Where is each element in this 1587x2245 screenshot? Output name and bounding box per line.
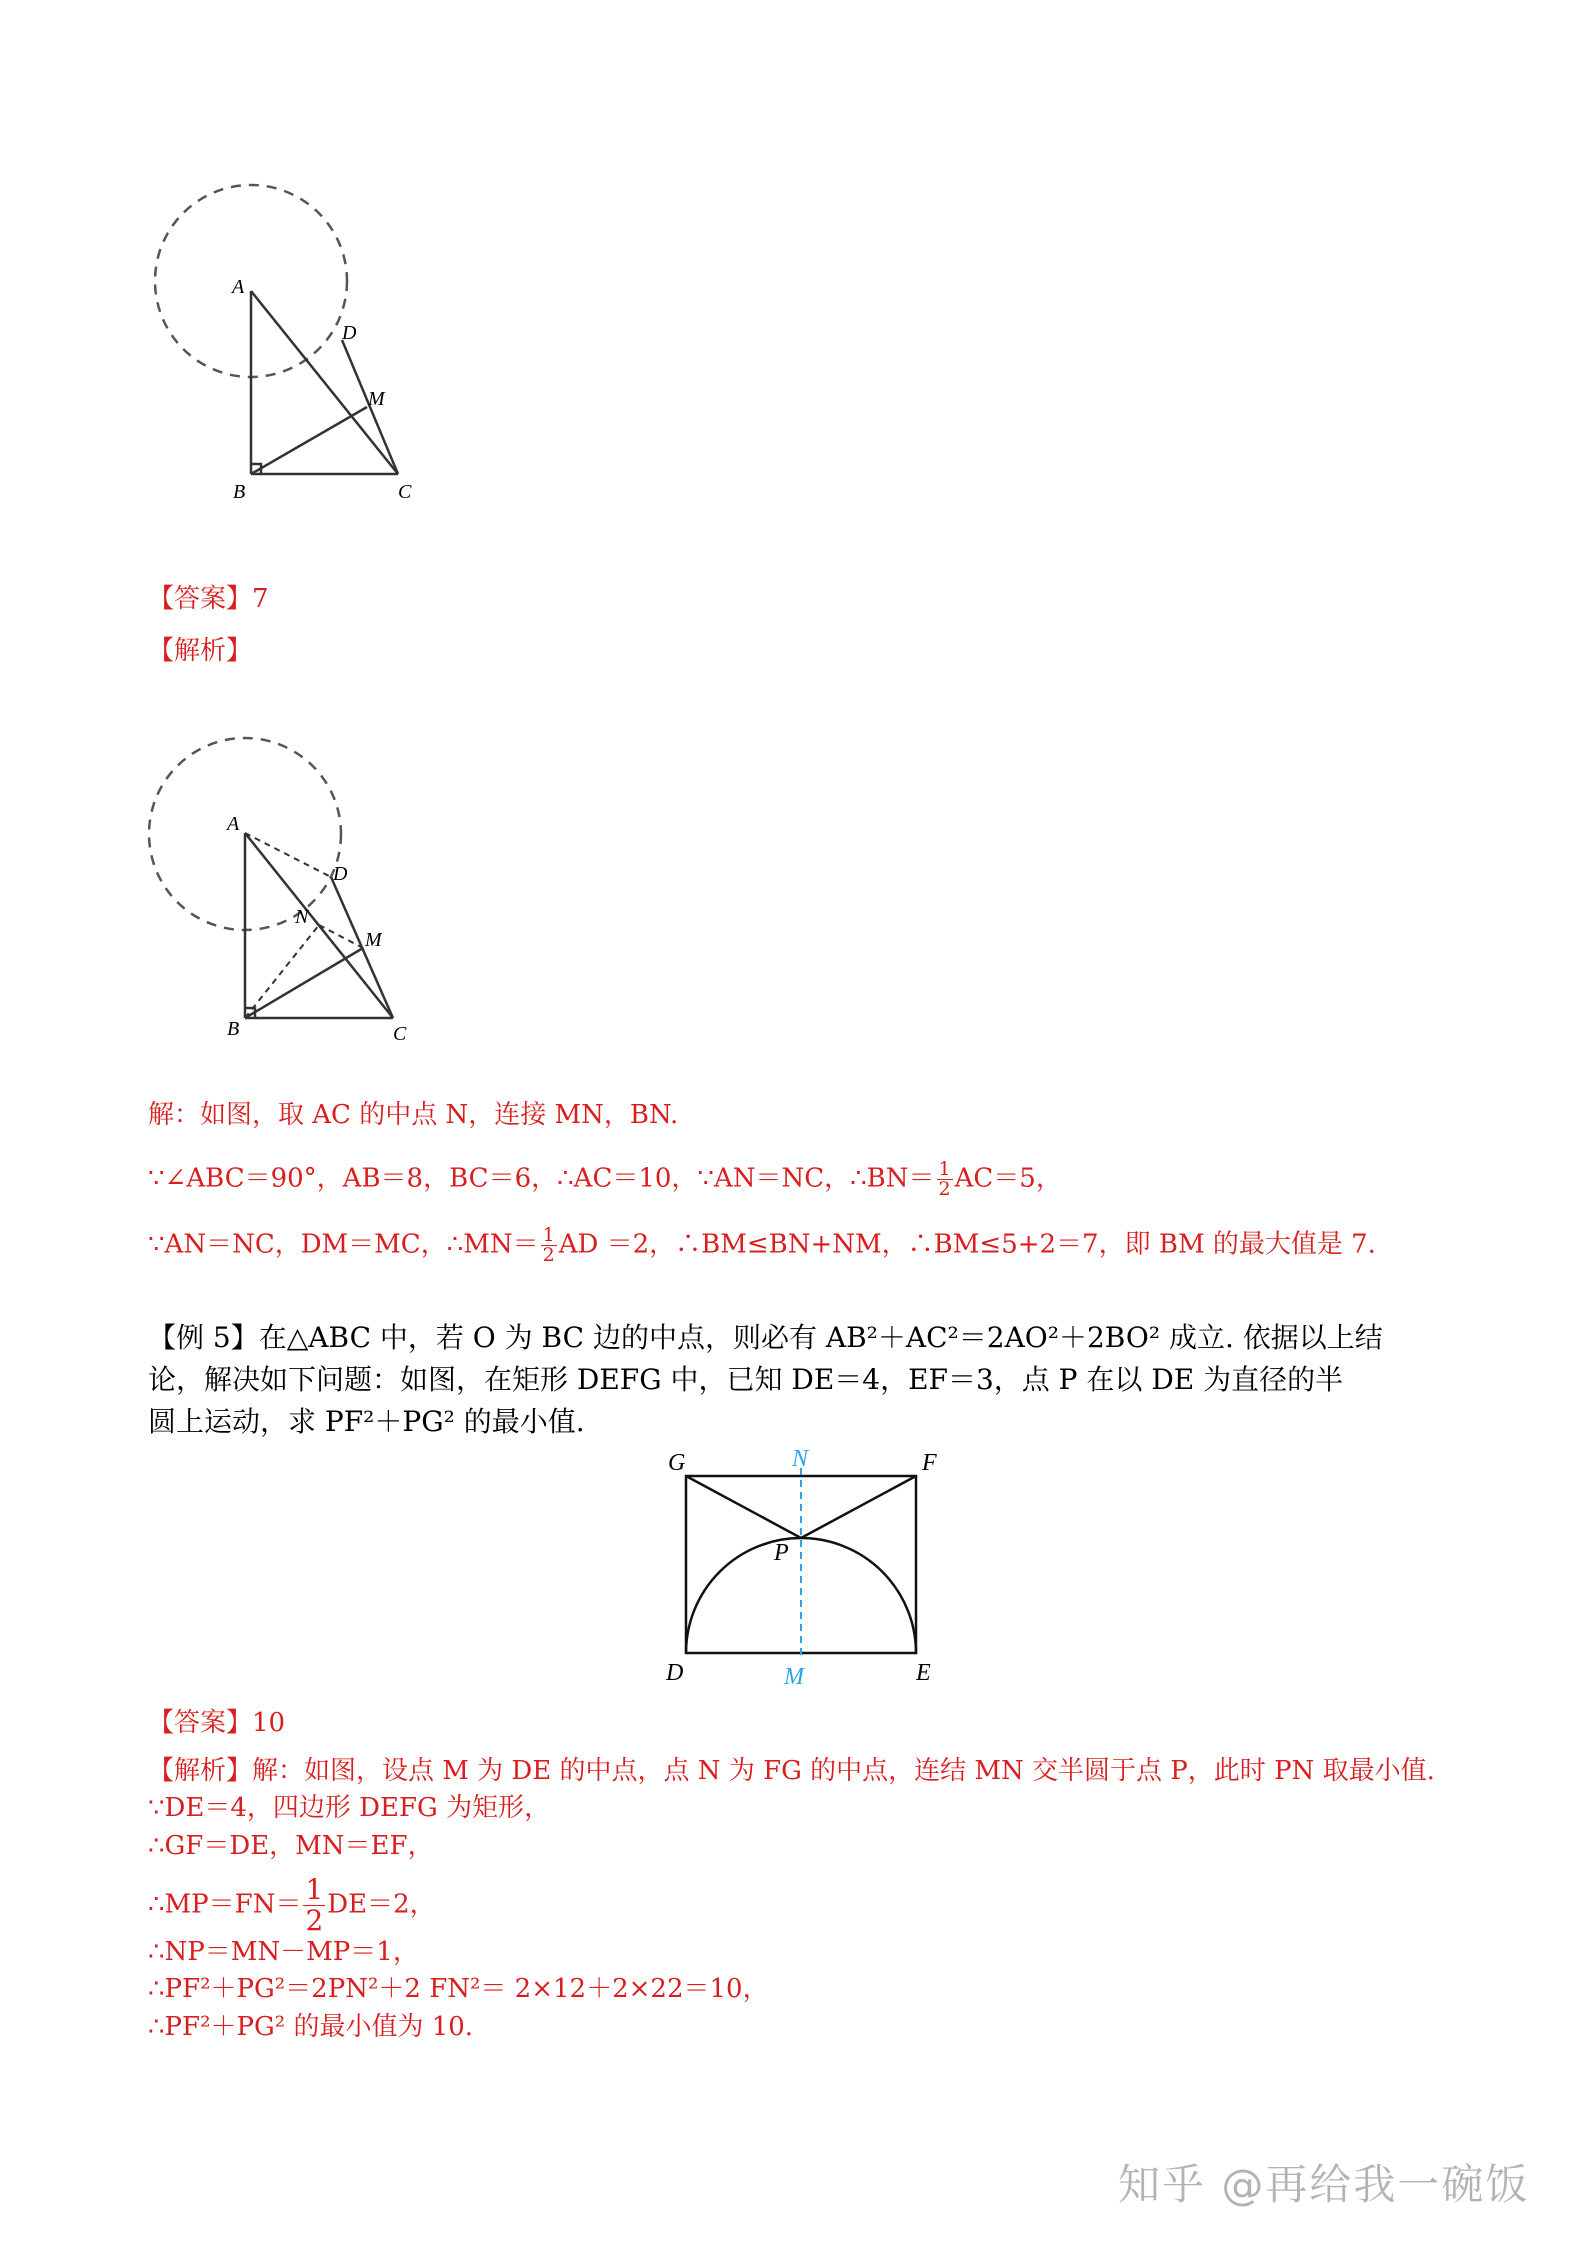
solution-2-line-7: ∴PF²＋PG² 的最小值为 10. <box>148 2012 474 2042</box>
solution-2-line-3: ∴GF＝DE，MN＝EF， <box>148 1831 434 1861</box>
label-P: P <box>774 1540 789 1566</box>
label-D: D <box>666 1660 684 1686</box>
label-F: F <box>922 1450 937 1476</box>
analysis-1-label: 【解析】 <box>148 636 253 666</box>
figure-2-triangle-circle-midpoint <box>135 730 455 1060</box>
label-N: N <box>792 1448 809 1472</box>
fraction-half: $\frac{1}{2}$ <box>542 1224 555 1266</box>
solution-2-line-1: 【解析】解：如图，设点 M 为 DE 的中点，点 N 为 FG 的中点，连结 MN 交半圆于点 P，此时 PN 取最小值. <box>148 1756 1435 1786</box>
label-A: A <box>232 276 245 298</box>
label-C: C <box>398 481 412 503</box>
solution-2-line-4: ∴MP＝FN＝ $\frac{1}{2}$ DE＝2， <box>148 1873 436 1937</box>
label-B: B <box>233 481 246 503</box>
figure-1-triangle-circle <box>140 180 460 520</box>
figure-3-rectangle-semicircle <box>648 1448 958 1688</box>
label-E: E <box>916 1660 931 1686</box>
label-N: N <box>295 906 309 928</box>
label-M: M <box>784 1664 804 1688</box>
watermark: 知乎 @再给我一碗饭 <box>1118 2160 1530 2209</box>
solution-1-line-2: ∵∠ABC＝90°，AB＝8，BC＝6，∴AC＝10，∵AN＝NC，∴BN＝ $\frac{1}{2}$ AC＝5， <box>148 1158 1062 1200</box>
answer-1: 【答案】7 <box>148 584 269 614</box>
label-B: B <box>227 1018 240 1040</box>
label-M: M <box>365 929 382 951</box>
solution-1-line-3: ∵AN＝NC，DM＝MC，∴MN＝ $\frac{1}{2}$ AD ＝2，∴BM≤BN+NM，∴BM≤5+2＝7，即 BM 的最大值是 7. <box>148 1224 1376 1266</box>
example-5-line-1: 【例 5】在△ABC 中，若 O 为 BC 边的中点，则必有 AB²＋AC²＝2AO²＋2BO² 成立. 依据以上结 <box>148 1321 1383 1354</box>
answer-2: 【答案】10 <box>148 1708 286 1738</box>
solution-2-line-5: ∴NP＝MN－MP＝1， <box>148 1937 419 1967</box>
label-A: A <box>227 813 240 835</box>
solution-2-line-6: ∴PF²＋PG²＝2PN²＋2 FN²＝ 2×12＋2×22＝10， <box>148 1974 769 2004</box>
fraction-half: $\frac{1}{2}$ <box>938 1158 951 1200</box>
label-G: G <box>668 1450 686 1476</box>
label-C: C <box>393 1023 407 1045</box>
label-D: D <box>342 322 357 344</box>
example-5-line-3: 圆上运动，求 PF²＋PG² 的最小值. <box>148 1405 585 1438</box>
solution-1-line-1: 解：如图，取 AC 的中点 N，连接 MN，BN. <box>148 1100 679 1130</box>
label-D: D <box>333 863 348 885</box>
example-5-line-2: 论，解决如下问题：如图，在矩形 DEFG 中，已知 DE＝4，EF＝3，点 P 在以 DE 为直径的半 <box>148 1363 1344 1396</box>
label-M: M <box>368 388 385 410</box>
solution-2-line-2: ∵DE＝4，四边形 DEFG 为矩形， <box>148 1793 551 1823</box>
fraction-half: $\frac{1}{2}$ <box>305 1873 324 1937</box>
